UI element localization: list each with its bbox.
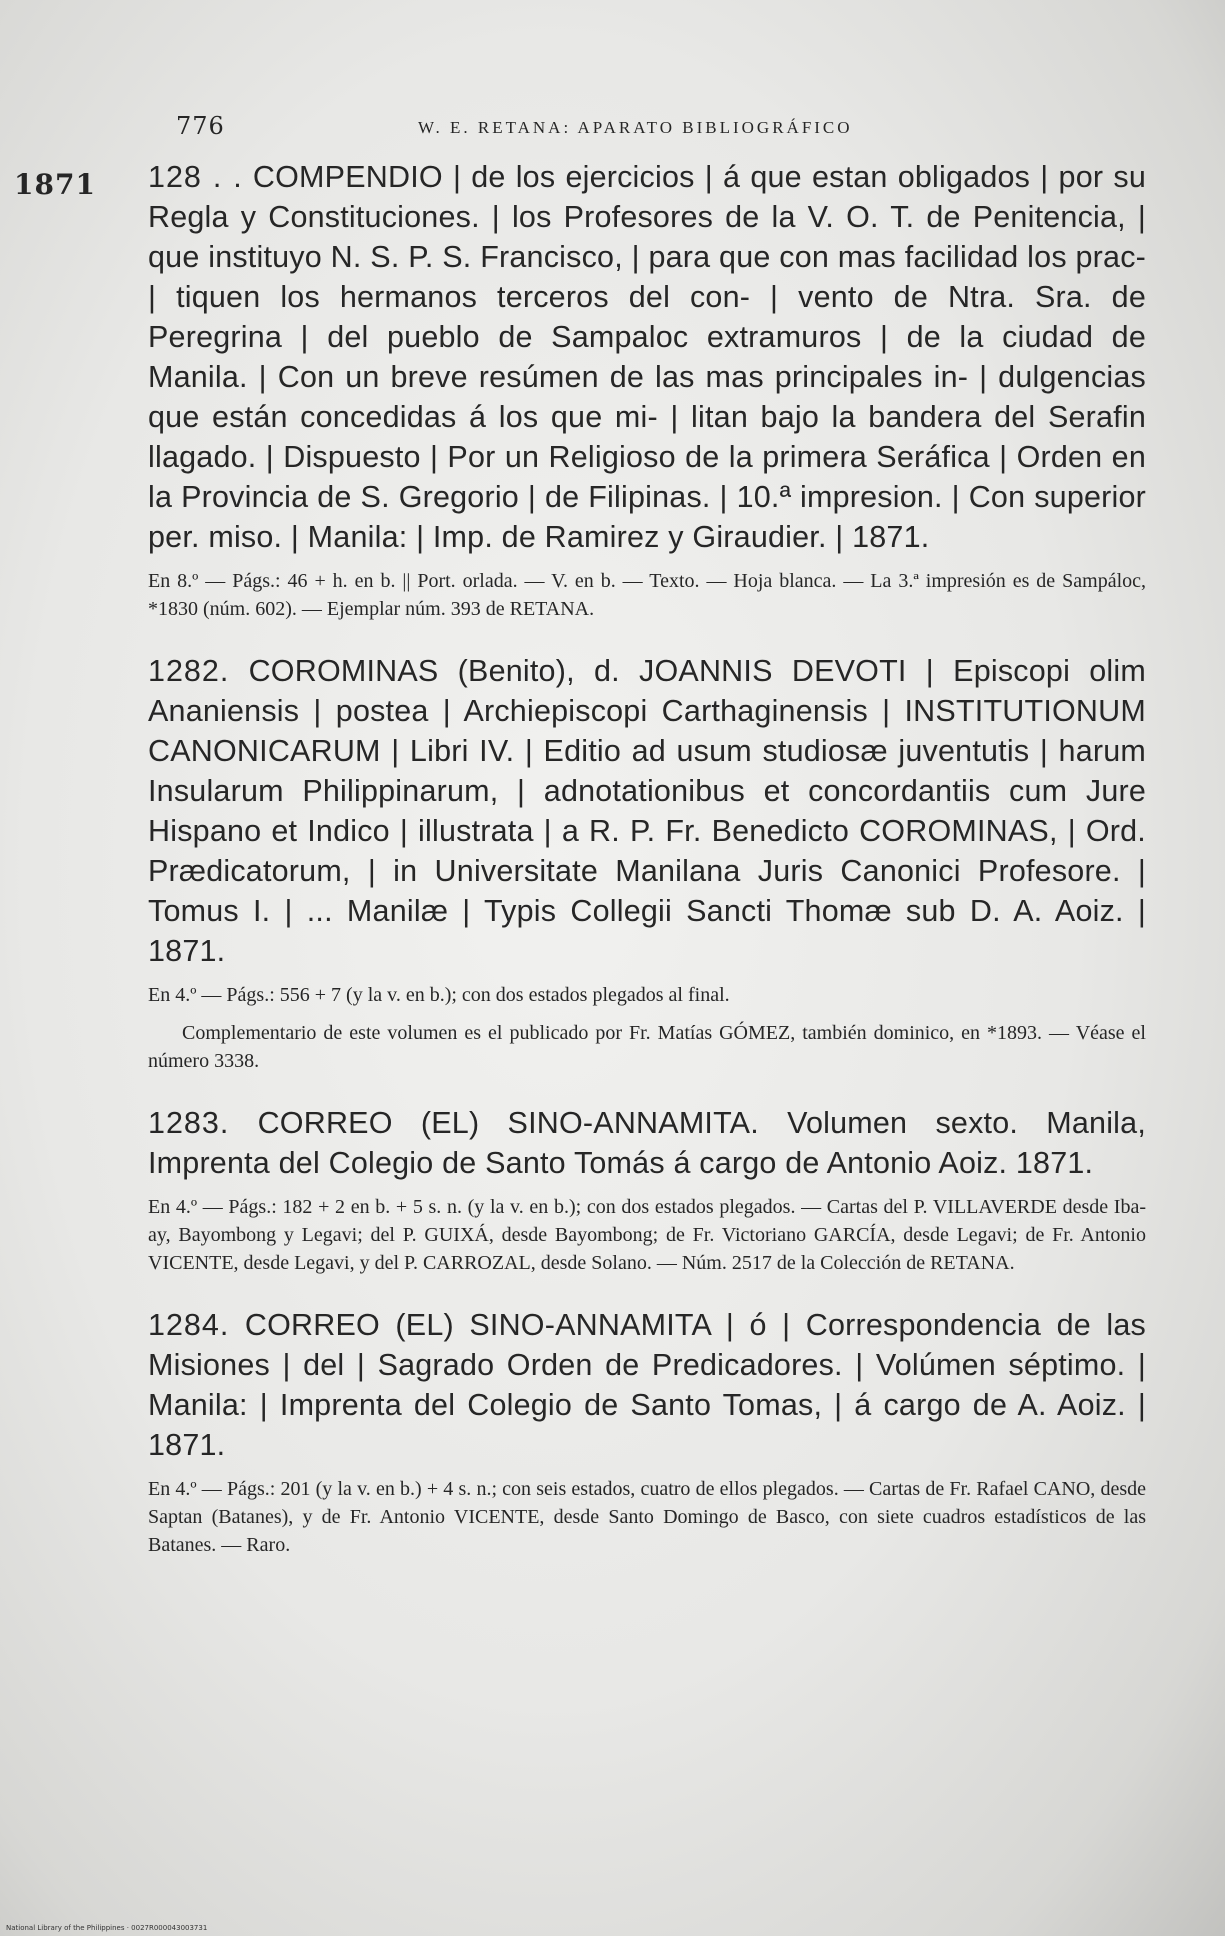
entry-1283 (148, 1103, 1146, 1277)
scan-footer-id: National Library of the Philippines · 0027R000043003731 (6, 1924, 208, 1932)
entry-number: 1283. (148, 1106, 230, 1140)
entry-body (148, 1103, 1146, 1183)
entry-notes (148, 1475, 1146, 1559)
entry-number: 128 . . (148, 160, 243, 194)
entry-text: COROMINAS (Benito), d. JOANNIS DEVOTI | Episcopi olim Ananiensis | postea | Archiepiscopi Carthaginensis | INSTITUTIONUM CANONICARUM | Libri IV. | Editio ad usum studiosæ juventutis | harum Insularum Philippinarum, | adnotationibus et concordantiis cum Jure Hispano et Indico | illustrata | a R. P. Fr. Benedicto COROMINAS, | Ord. Prædicatorum, | in Universitate Manilana Juris Canonici Profesore. | Tomus I. | ... Manilæ | Typis Collegii Sancti Thomæ sub D. A. Aoiz. | 1871. (148, 654, 1146, 968)
note: Complementario de este volumen es el publicado por Fr. Matías GÓMEZ, también dominico, en *1893. — Véase el número 3338. (148, 1022, 1146, 1072)
note: En 8.º — Págs.: 46 + h. en b. || Port. orlada. — V. en b. — Texto. — Hoja blanca. — La 3.ª impresión es de Sampáloc, *1830 (núm. 602). — Ejemplar núm. 393 de RETANA. (148, 570, 1146, 620)
entry-number: 1284. (148, 1308, 230, 1342)
entry-notes (148, 567, 1146, 623)
entry-body (148, 1305, 1146, 1465)
note: En 4.º — Págs.: 556 + 7 (y la v. en b.); con dos estados plegados al final. (148, 984, 730, 1006)
entry-notes (148, 1193, 1146, 1277)
entry-notes (148, 981, 1146, 1075)
entry-body (148, 157, 1146, 557)
note: En 4.º — Págs.: 201 (y la v. en b.) + 4 s. n.; con seis estados, cuatro de ellos plegados. — Cartas de Fr. Rafael CANO, desde Saptan (Batanes), y de Fr. Antonio VICENTE, desde Santo Domingo de Basco, con siete cuadros estadísticos de las Batanes. — Raro. (148, 1478, 1146, 1556)
entry-1282 (148, 651, 1146, 1075)
margin-year: 1871 (14, 168, 96, 201)
bibliography-entries (148, 157, 1146, 1587)
page-header (176, 112, 1036, 148)
page-number: 776 (176, 112, 225, 140)
entry-1281 (148, 157, 1146, 623)
entry-number: 1282. (148, 654, 230, 688)
entry-body (148, 651, 1146, 971)
entry-1284 (148, 1305, 1146, 1559)
entry-text: CORREO (EL) SINO-ANNAMITA | ó | Correspondencia de las Misiones | del | Sagrado Orden de Predicadores. | Volúmen séptimo. | Manila: | Imprenta del Colegio de Santo Tomas, | á cargo de A. Aoiz. | 1871. (148, 1308, 1146, 1462)
entry-text: COMPENDIO | de los ejercicios | á que estan obligados | por su Regla y Constituciones. | los Profesores de la V. O. T. de Penitencia, | que instituyo N. S. P. S. Francisco, | para que con mas facilidad los prac- | tiquen los hermanos terceros del con- | vento de Ntra. Sra. de Peregrina | del pueblo de Sampaloc extramuros | de la ciudad de Manila. | Con un breve resúmen de las mas principales in- | dulgencias que están concedidas á los que mi- | litan bajo la bandera del Serafin llagado. | Dispuesto | Por un Religioso de la primera Seráfica | Orden en la Provincia de S. Gregorio | de Filipinas. | 10.ª impresion. | Con superior per. miso. | Manila: | Imp. de Ramirez y Giraudier. | 1871. (148, 160, 1146, 554)
entry-text: CORREO (EL) SINO-ANNAMITA. Volumen sexto. Manila, Imprenta del Colegio de Santo Tomás á cargo de Antonio Aoiz. 1871. (148, 1106, 1146, 1180)
note: En 4.º — Págs.: 182 + 2 en b. + 5 s. n. (y la v. en b.); con dos estados plegados. — Cartas del P. VILLAVERDE desde Iba-ay, Bayombong y Legavi; del P. GUIXÁ, desde Bayombong; de Fr. Victoriano GARCÍA, desde Legavi; de Fr. Antonio VICENTE, desde Legavi, y del P. CARROZAL, desde Solano. — Núm. 2517 de la Colección de RETANA. (148, 1196, 1146, 1274)
running-title: W. E. RETANA: APARATO BIBLIOGRÁFICO (418, 118, 853, 137)
